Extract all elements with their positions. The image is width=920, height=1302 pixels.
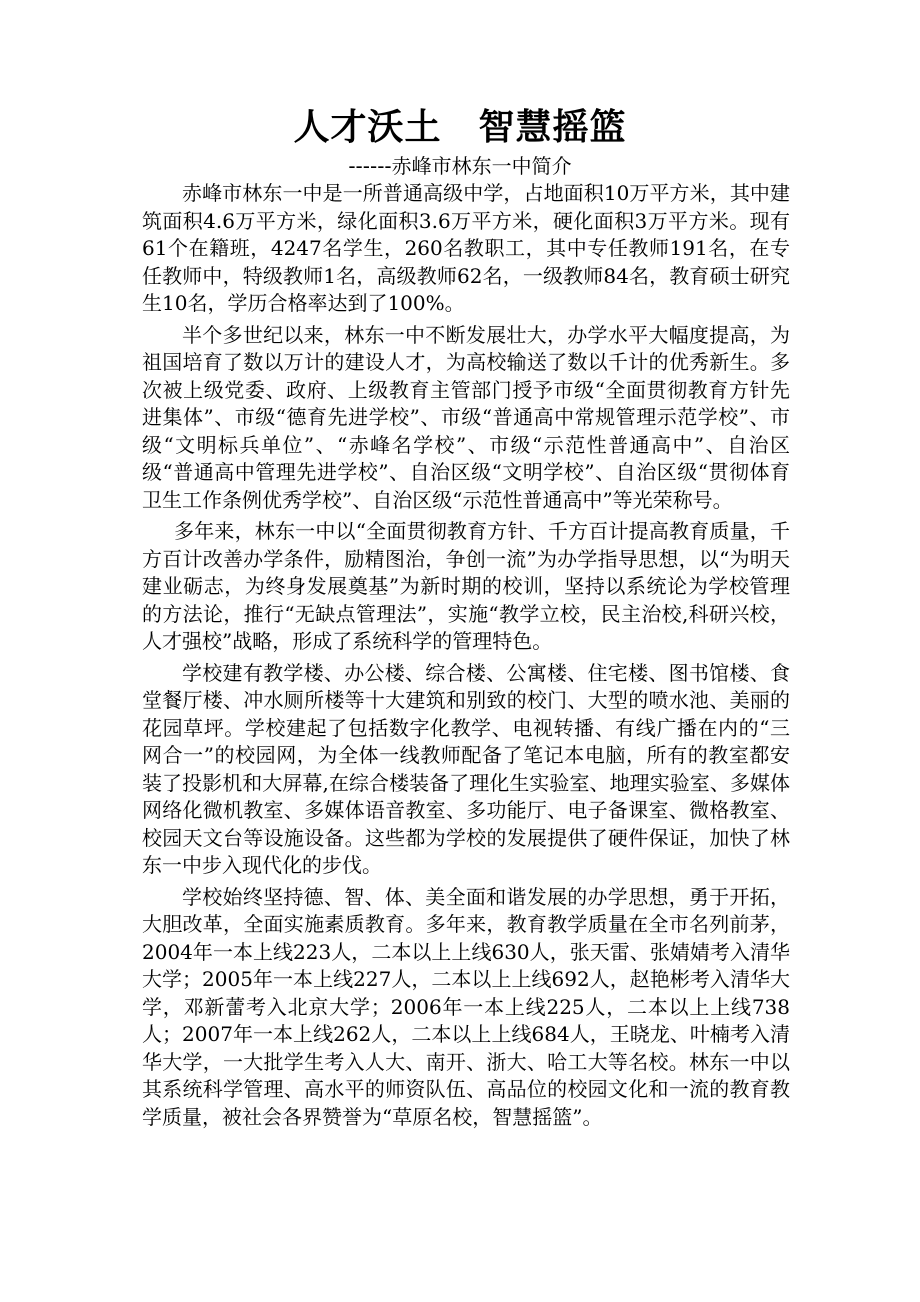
paragraph-history-honors: 半个多世纪以来，林东一中不断发展壮大，办学水平大幅度提高，为祖国培育了数以万计的建设人才，为高校输送了数以千计的优秀新生。多次被上级党委、政府、上级教育主管部门授予市级“全面贯彻教育方针先进集体”、市级“德育先进学校”、市级“普通高中常规管理示范学校”、市级“文明标兵单位”、“赤峰名学校”、市级“示范性普通高中”、自治区级“普通高中管理先进学校”、自治区级“文明学校”、自治区级“贯彻体育卫生工作条例优秀学校”、自治区级“示范性普通高中”等光荣称号。	[142, 322, 790, 512]
document-title: 人才沃土 智慧摇篮	[293, 107, 627, 148]
document-body	[142, 180, 790, 1131]
paragraph-guiding-ideology: 多年来，林东一中以“全面贯彻教育方针、千方百计提高教育质量，千方百计改善办学条件，励精图治，争创一流”为办学指导思想，以“为明天建业砺志，为终身发展奠基”为新时期的校训，坚持以系统论为学校管理的方法论，推行“无缺点管理法”，实施“教学立校，民主治校,科研兴校，人才强校”战略，形成了系统科学的管理特色。	[142, 519, 790, 653]
paragraph-overview: 赤峰市林东一中是一所普通高级中学，占地面积10万平方米，其中建筑面积4.6万平方米，绿化面积3.6万平方米，硬化面积3万平方米。现有61个在籍班，4247名学生，260名教职工，其中专任教师191名，在专任教师中，特级教师1名，高级教师62名，一级教师84名，教育硕士研究生10名，学历合格率达到了100%。	[142, 181, 790, 315]
document-subtitle: ------赤峰市林东一中简介	[348, 154, 572, 178]
paragraph-achievements: 学校始终坚持德、智、体、美全面和谐发展的办学思想，勇于开拓，大胆改革，全面实施素质教育。多年来，教育教学质量在全市名列前茅，2004年一本上线223人，二本以上上线630人，张天雷、张婧婧考入清华大学；2005年一本上线227人，二本以上上线692人，赵艳彬考入清华大学，邓新蕾考入北京大学；2006年一本上线225人，二本以上上线738人；2007年一本上线262人，二本以上上线684人，王晓龙、叶楠考入清华大学，一大批学生考入人大、南开、浙大、哈工大等名校。林东一中以其系统科学管理、高水平的师资队伍、高品位的校园文化和一流的教育教学质量，被社会各界赞誉为“草原名校，智慧摇篮”。	[142, 884, 790, 1129]
paragraph-facilities: 学校建有教学楼、办公楼、综合楼、公寓楼、住宅楼、图书馆楼、食堂餐厅楼、冲水厕所楼等十大建筑和别致的校门、大型的喷水池、美丽的花园草坪。学校建起了包括数字化教学、电视转播、有线广播在内的“三网合一”的校园网，为全体一线教师配备了笔记本电脑，所有的教室都安装了投影机和大屏幕,在综合楼装备了理化生实验室、地理实验室、多媒体网络化微机教室、多媒体语音教室、多功能厅、电子备课室、微格教室、校园天文台等设施设备。这些都为学校的发展提供了硬件保证，加快了林东一中步入现代化的步伐。	[142, 660, 790, 877]
